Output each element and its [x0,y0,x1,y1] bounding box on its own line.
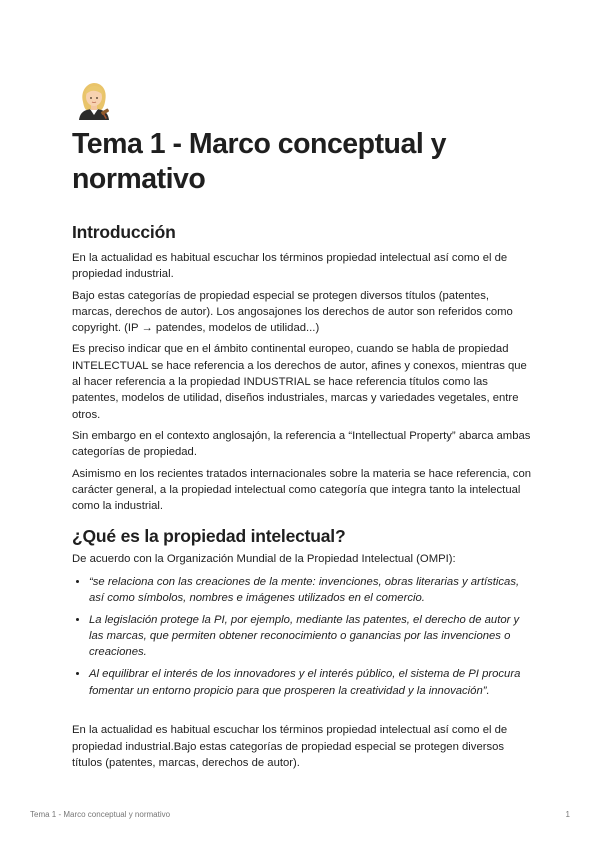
intro-paragraph: Es preciso indicar que en el ámbito continental europeo, cuando se habla de propiedad INTELECTUAL se hace referencia a los derechos de autor, afines y conexos, mientras que al hacer referencia a la propiedad INDUSTRIAL se hace referencia títulos como las patentes, modelos de utilidad, diseños industriales, marcas y variedades vegetales, entre otros. [72,343,527,421]
intro-paragraph: Sin embargo en el contexto anglosajón, la referencia a “Intellectual Property” abarca ambas categorías de propiedad. [72,429,531,459]
list-item: • “se relaciona con las creaciones de la mente: invenciones, obras literarias y artísticas, así como símbolos, nombres e imágenes utilizados en el comercio. [89,574,532,607]
intro-paragraph: En la actualidad es habitual escuchar los términos propiedad intelectual así como el de propiedad industrial. [72,252,508,281]
footer-page-number: 1 [565,810,570,819]
page-title: Tema 1 - Marco conceptual y normativo [72,128,447,195]
intro-paragraph: Asimismo en los recientes tratados internacionales sobre la materia se hace referencia, con carácter general, a la propiedad intelectual como categoría que integra tanto la intelectual como la industrial. [72,467,532,513]
what-is-heading: ¿Qué es la propiedad intelectual? [72,526,346,547]
closing-paragraph: En la actualidad es habitual escuchar los términos propiedad intelectual así como el de propiedad industrial.Bajo estas categorías de propiedad especial se protegen diversos títulos (patentes, marcas, derechos de autor). [72,724,508,769]
intro-heading: Introducción [72,222,176,242]
document-page [72,80,532,776]
footer-doc-title: Tema 1 - Marco conceptual y normativo [30,810,171,819]
woman-judge-emoji-icon [72,80,532,127]
ompi-quote-list [72,574,532,699]
woman-judge-emoji-svg [74,80,114,120]
intro-paragraph: Bajo estas categorías de propiedad especial se protegen diversos títulos (patentes, marcas, derechos de autor). Los angosajones los derechos de autor son referidos como copyright. (IP → patendes, modelos de utilidad...) [72,289,513,335]
list-item: • Al equilibrar el interés de los innovadores y el interés público, el sistema de PI procura fomentar un entorno propicio para que prosperen la creatividad y la innovación”. [89,666,532,699]
spacer [72,704,532,722]
list-item: • La legislación protege la PI, por ejemplo, mediante las patentes, el derecho de autor y las marcas, que permiten obtener reconocimiento o ganancias por las invenciones o creaciones. [89,612,532,661]
what-is-lead: De acuerdo con la Organización Mundial de la Propiedad Intelectual (OMPI): [72,553,456,566]
